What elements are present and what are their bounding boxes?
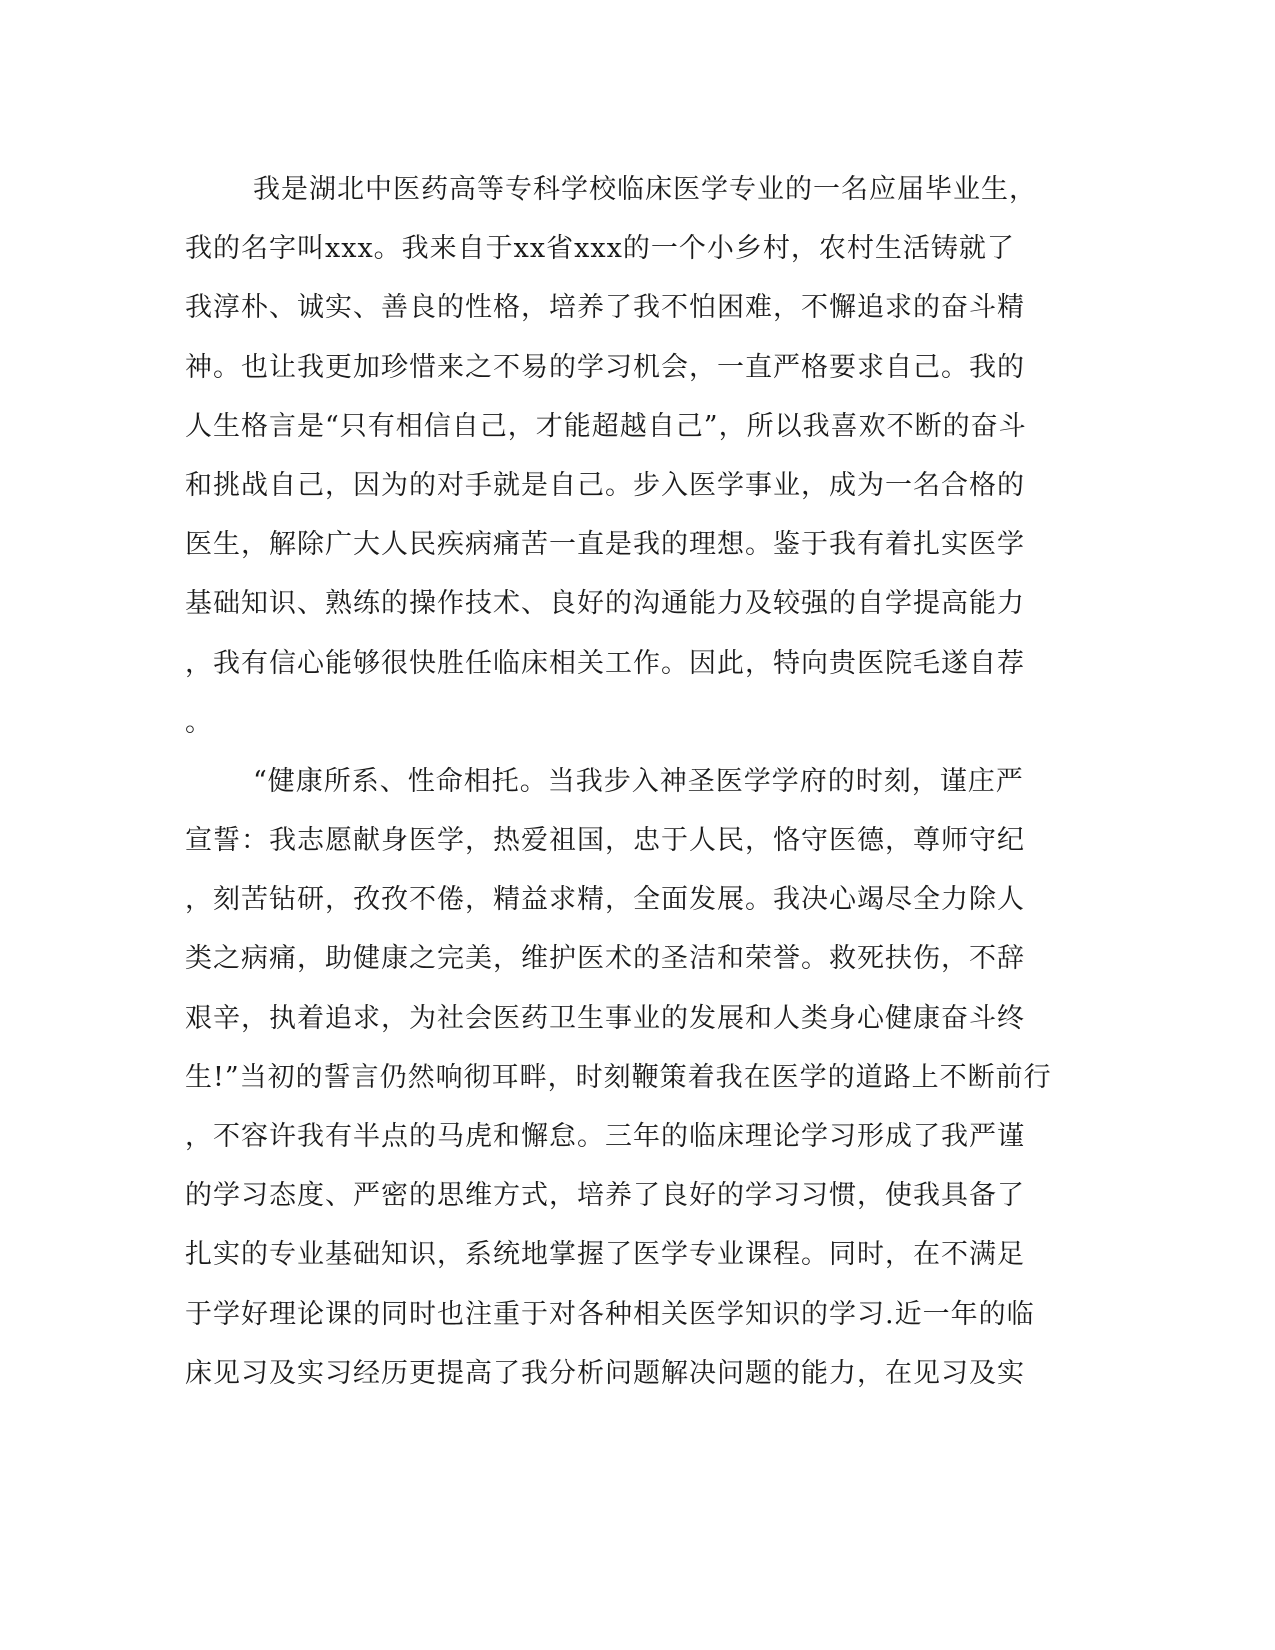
- text-line: ，不容许我有半点的马虎和懈怠。三年的临床理论学习形成了我严谨: [185, 1121, 1025, 1152]
- text-line: 我的名字叫xxx。我来自于xx省xxx的一个小乡村，农村生活铸就了: [185, 233, 1015, 265]
- text-line: 我淳朴、诚实、善良的性格，培养了我不怕困难，不懈追求的奋斗精: [185, 292, 1025, 324]
- text-line: 于学好理论课的同时也注重于对各种相关医学知识的学习.近一年的临: [185, 1298, 1035, 1330]
- text-line: 基础知识、熟练的操作技术、良好的沟通能力及较强的自学提高能力: [185, 588, 1025, 620]
- text-line: 生!”当初的誓言仍然响彻耳畔，时刻鞭策着我在医学的道路上不断前行: [185, 1061, 1052, 1093]
- text-line: 医生，解除广大人民疾病痛苦一直是我的理想。鉴于我有着扎实医学: [185, 529, 1025, 561]
- text-line: 床见习及实习经历更提高了我分析问题解决问题的能力，在见习及实: [185, 1357, 1025, 1389]
- text-line: 艰辛，执着追求，为社会医药卫生事业的发展和人类身心健康奋斗终: [185, 1002, 1025, 1034]
- text-line: 扎实的专业基础知识，系统地掌握了医学专业课程。同时，在不满足: [185, 1239, 1025, 1271]
- text-line: 我是湖北中医药高等专科学校临床医学专业的一名应届毕业生，: [253, 174, 1037, 205]
- text-line: 。: [185, 706, 213, 738]
- text-line: 的学习态度、严密的思维方式，培养了良好的学习习惯，使我具备了: [185, 1180, 1025, 1212]
- text-line: 神。也让我更加珍惜来之不易的学习机会，一直严格要求自己。我的: [185, 351, 1025, 383]
- text-line: ，我有信心能够很快胜任临床相关工作。因此，特向贵医院毛遂自荐: [185, 647, 1025, 679]
- paragraph-2: [185, 752, 1065, 1403]
- text-line: 人生格言是“只有相信自己，才能超越自己”，所以我喜欢不断的奋斗: [185, 410, 1027, 442]
- text-line: 和挑战自己，因为的对手就是自己。步入医学事业，成为一名合格的: [185, 469, 1025, 501]
- document-body: [185, 160, 1065, 1403]
- text-line: 类之病痛，助健康之完美，维护医术的圣洁和荣誉。救死扶伤，不辞: [185, 943, 1025, 975]
- text-line: ，刻苦钻研，孜孜不倦，精益求精，全面发展。我决心竭尽全力除人: [185, 884, 1025, 916]
- text-line: 宣誓：我志愿献身医学，热爱祖国，忠于人民，恪守医德，尊师守纪: [185, 825, 1025, 857]
- text-line: “健康所系、性命相托。当我步入神圣医学学府的时刻，谨庄严: [253, 765, 1024, 797]
- paragraph-1: [185, 160, 1065, 752]
